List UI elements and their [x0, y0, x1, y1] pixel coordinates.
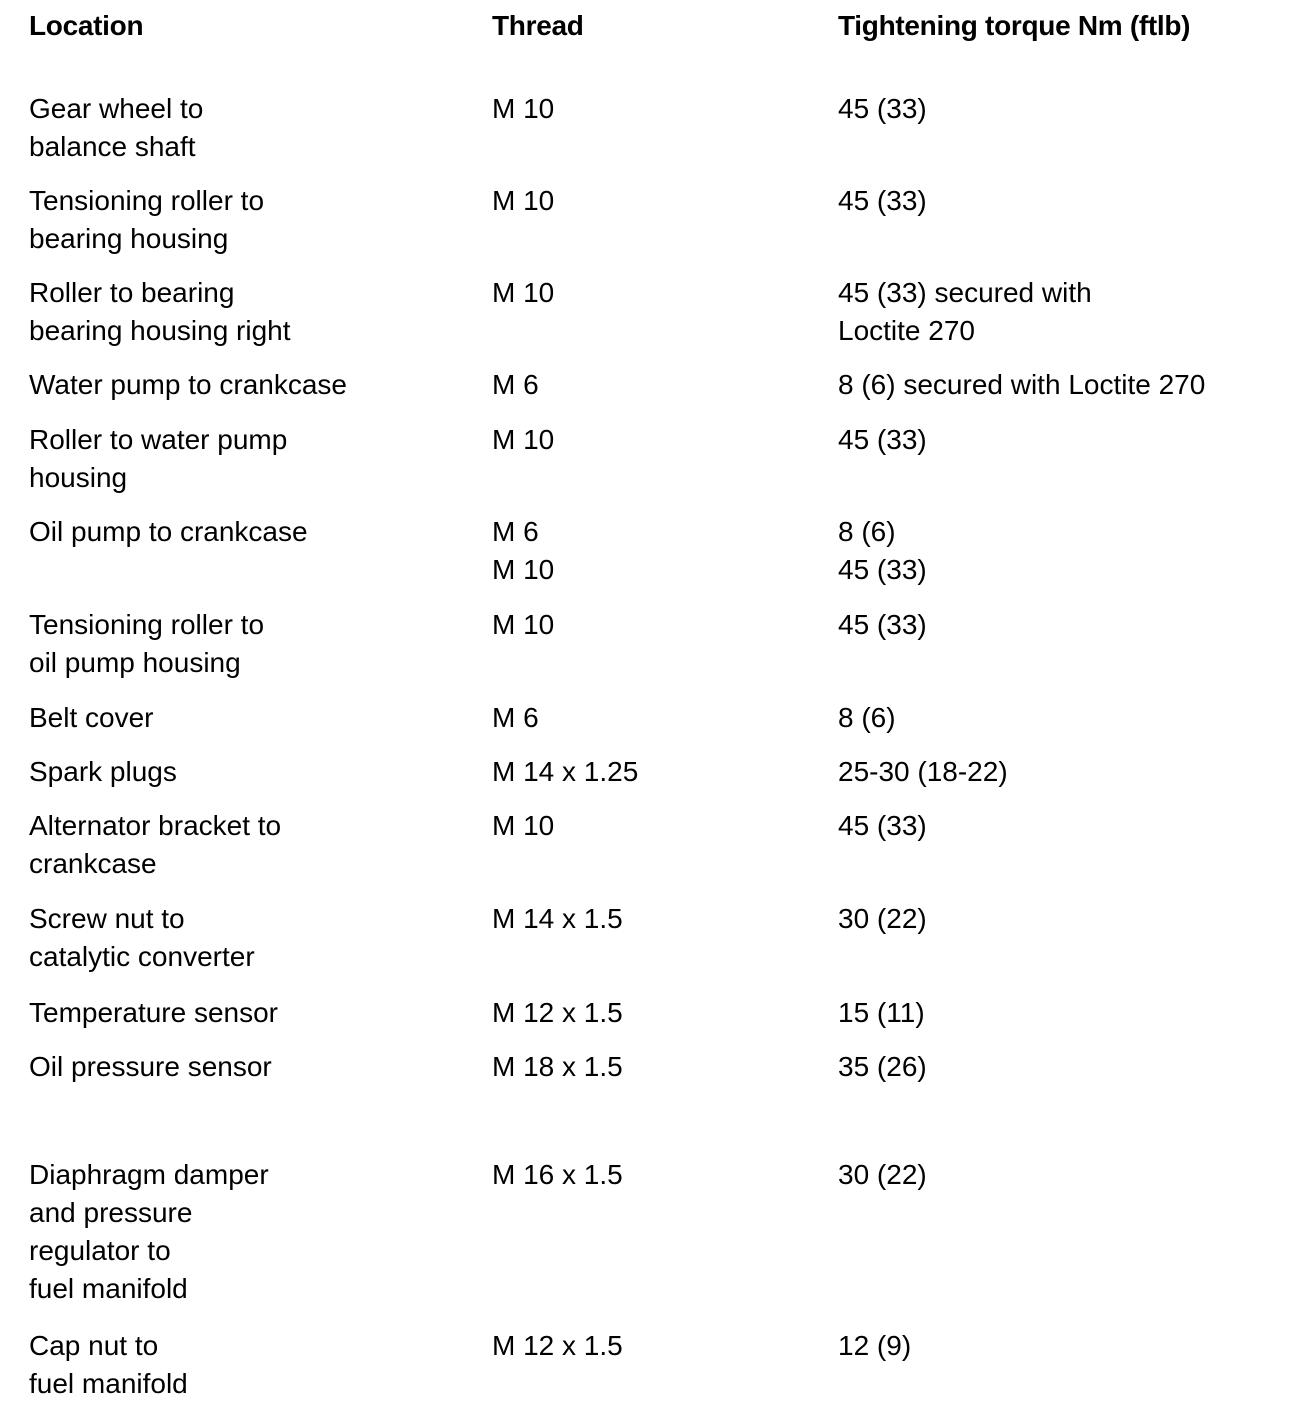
cell-line: Belt cover	[29, 702, 154, 733]
cell-location	[29, 90, 203, 166]
cell-thread	[492, 807, 554, 845]
cell-torque	[838, 421, 927, 459]
cell-line: 8 (6)	[838, 516, 896, 547]
cell-thread	[492, 513, 554, 589]
cell-line: bearing housing right	[29, 315, 291, 346]
cell-torque	[838, 1156, 927, 1194]
cell-line: housing	[29, 462, 128, 493]
cell-location	[29, 807, 281, 883]
header-torque: Tightening torque Nm (ftlb)	[838, 10, 1191, 41]
cell-thread	[492, 753, 638, 791]
cell-location	[29, 994, 278, 1032]
cell-line: regulator to	[29, 1235, 171, 1266]
cell-line: Oil pump to crankcase	[29, 516, 308, 547]
cell-location	[29, 513, 308, 551]
cell-thread	[492, 994, 623, 1032]
cell-line: 45 (33)	[838, 424, 927, 455]
cell-line: 12 (9)	[838, 1330, 912, 1361]
cell-line: M 10	[492, 810, 555, 841]
cell-line: Alternator bracket to	[29, 810, 282, 841]
cell-line: M 10	[492, 93, 555, 124]
cell-location	[29, 421, 287, 497]
cell-line: crankcase	[29, 848, 157, 879]
cell-line: 45 (33) secured with	[838, 277, 1092, 308]
cell-line: oil pump housing	[29, 647, 241, 678]
cell-line: bearing housing	[29, 223, 229, 254]
cell-torque	[838, 1048, 927, 1086]
cell-line: Tensioning roller to	[29, 609, 265, 640]
cell-line: M 6	[492, 702, 539, 733]
cell-line: M 10	[492, 277, 555, 308]
cell-torque	[838, 900, 927, 938]
cell-location	[29, 366, 347, 404]
cell-line: M 6	[492, 369, 539, 400]
cell-line: M 10	[492, 554, 555, 585]
cell-line: fuel manifold	[29, 1368, 188, 1399]
cell-line: M 16 x 1.5	[492, 1159, 623, 1190]
cell-line: M 14 x 1.25	[492, 756, 639, 787]
cell-thread	[492, 606, 554, 644]
cell-line: Water pump to crankcase	[29, 369, 347, 400]
cell-torque	[838, 90, 927, 128]
cell-line: Gear wheel to	[29, 93, 204, 124]
cell-line: and pressure	[29, 1197, 193, 1228]
cell-line: 45 (33)	[838, 810, 927, 841]
cell-thread	[492, 699, 539, 737]
cell-line: 8 (6)	[838, 702, 896, 733]
cell-torque	[838, 753, 1008, 791]
cell-location	[29, 1156, 269, 1308]
cell-thread	[492, 421, 554, 459]
cell-location	[29, 900, 255, 976]
cell-line: M 12 x 1.5	[492, 1330, 623, 1361]
cell-torque	[838, 182, 927, 220]
cell-location	[29, 753, 177, 791]
cell-line: Screw nut to	[29, 903, 185, 934]
cell-location	[29, 182, 264, 258]
cell-torque	[838, 606, 927, 644]
cell-torque	[838, 1327, 911, 1365]
cell-thread	[492, 90, 554, 128]
cell-line: Oil pressure sensor	[29, 1051, 272, 1082]
header-location: Location	[29, 10, 144, 41]
cell-line: 45 (33)	[838, 93, 927, 124]
cell-thread	[492, 274, 554, 312]
cell-line: Cap nut to	[29, 1330, 159, 1361]
cell-line: 45 (33)	[838, 554, 927, 585]
cell-line: Tensioning roller to	[29, 185, 265, 216]
cell-line: 30 (22)	[838, 1159, 927, 1190]
cell-line: M 14 x 1.5	[492, 903, 623, 934]
header-thread: Thread	[492, 10, 584, 41]
cell-line: balance shaft	[29, 131, 196, 162]
cell-line: M 12 x 1.5	[492, 997, 623, 1028]
cell-torque	[838, 274, 1092, 350]
cell-thread	[492, 366, 539, 404]
cell-line: Temperature sensor	[29, 997, 279, 1028]
cell-line: M 10	[492, 424, 555, 455]
cell-line: M 6	[492, 516, 539, 547]
cell-location	[29, 606, 264, 682]
cell-line: catalytic converter	[29, 941, 255, 972]
cell-line: Loctite 270	[838, 315, 975, 346]
cell-line: 8 (6) secured with Loctite 270	[838, 369, 1206, 400]
cell-line: 25-30 (18-22)	[838, 756, 1008, 787]
cell-line: M 18 x 1.5	[492, 1051, 623, 1082]
table-header	[0, 6, 1312, 46]
cell-torque	[838, 699, 896, 737]
cell-line: 30 (22)	[838, 903, 927, 934]
cell-line: M 10	[492, 609, 555, 640]
cell-torque	[838, 366, 1205, 404]
cell-line: 35 (26)	[838, 1051, 927, 1082]
cell-thread	[492, 900, 623, 938]
cell-location	[29, 274, 291, 350]
cell-location	[29, 1327, 188, 1403]
cell-line: Roller to bearing	[29, 277, 235, 308]
cell-torque	[838, 513, 927, 589]
cell-line: M 10	[492, 185, 555, 216]
cell-line: 45 (33)	[838, 609, 927, 640]
cell-location	[29, 1048, 272, 1086]
cell-line: 15 (11)	[838, 997, 925, 1028]
cell-line: Roller to water pump	[29, 424, 288, 455]
cell-thread	[492, 1156, 623, 1194]
cell-line: Spark plugs	[29, 756, 177, 787]
cell-thread	[492, 1048, 623, 1086]
cell-torque	[838, 994, 925, 1032]
cell-torque	[838, 807, 927, 845]
cell-line: 45 (33)	[838, 185, 927, 216]
cell-line: fuel manifold	[29, 1273, 188, 1304]
cell-thread	[492, 182, 554, 220]
cell-location	[29, 699, 154, 737]
cell-line: Diaphragm damper	[29, 1159, 269, 1190]
cell-thread	[492, 1327, 623, 1365]
